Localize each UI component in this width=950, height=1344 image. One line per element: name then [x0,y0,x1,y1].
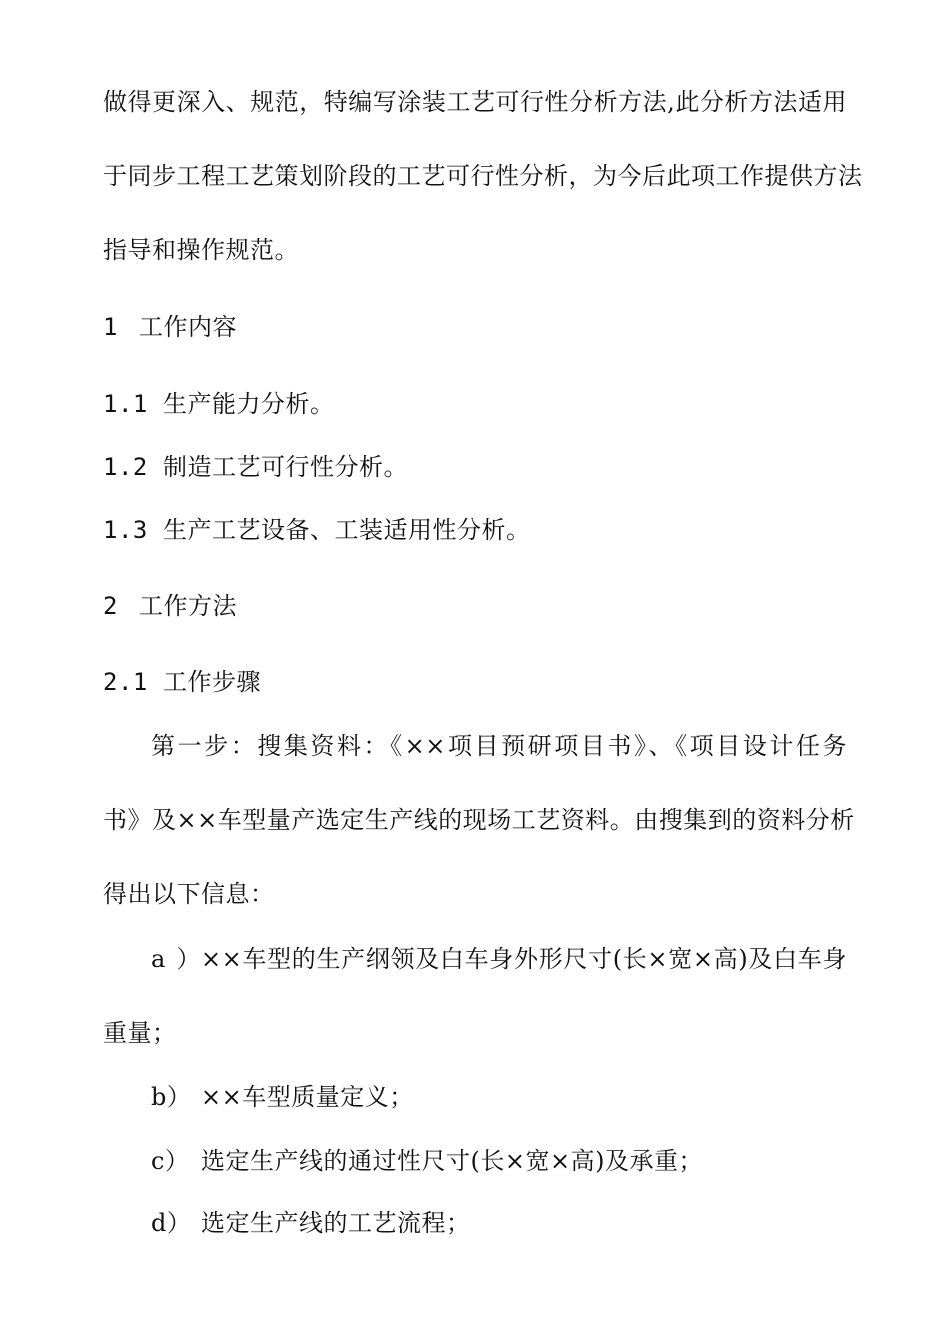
list-item-label: b） [151,1083,192,1111]
step-1-line-3: 得出以下信息： [103,880,275,908]
list-item-d [151,1207,471,1239]
intro-line-3: 指导和操作规范。 [103,236,299,264]
item-number: 1.1 [103,390,148,418]
list-item-b [151,1081,414,1113]
item-number: 1.2 [103,453,148,481]
section-1-item-2 [103,451,408,483]
step-1-line-2: 书》及××车型量产选定生产线的现场工艺资料。由搜集到的资料分析 [103,806,855,834]
list-item-c [151,1145,703,1177]
list-item-text: ××车型的生产纲领及白车身外形尺寸(长×宽×高)及白车身 [201,945,847,973]
list-item-text: ××车型质量定义； [201,1083,414,1111]
subsection-number: 2.1 [103,668,148,696]
item-number: 1.3 [103,516,148,544]
section-1-heading [103,311,237,343]
section-2-heading [103,590,237,622]
section-2-number: 2 [103,592,118,620]
list-item-label: c） [151,1147,190,1175]
list-item-label: a） [151,945,201,973]
section-1-title: 工作内容 [139,313,237,341]
list-item-text: 选定生产线的工艺流程； [201,1209,471,1237]
list-item-text: 选定生产线的通过性尺寸(长×宽×高)及承重； [201,1147,703,1175]
list-item-a [151,943,847,975]
item-text: 制造工艺可行性分析。 [163,453,408,481]
item-text: 生产能力分析。 [163,390,335,418]
list-item-a-continued: 重量； [103,1019,177,1047]
step-1-line-1: 第一步：搜集资料：《××项目预研项目书》、《项目设计任务 [151,732,847,760]
section-2-title: 工作方法 [139,592,237,620]
list-item-label: d） [151,1209,192,1237]
section-1-item-3 [103,514,531,546]
section-1-number: 1 [103,313,118,341]
section-1-item-1 [103,388,335,420]
intro-line-1: 做得更深入、规范，特编写涂装工艺可行性分析方法,此分析方法适用 [103,88,847,116]
intro-line-2: 于同步工程工艺策划阶段的工艺可行性分析，为今后此项工作提供方法 [103,162,863,190]
subsection-2-1-heading [103,666,261,698]
subsection-title: 工作步骤 [163,668,261,696]
item-text: 生产工艺设备、工装适用性分析。 [163,516,531,544]
